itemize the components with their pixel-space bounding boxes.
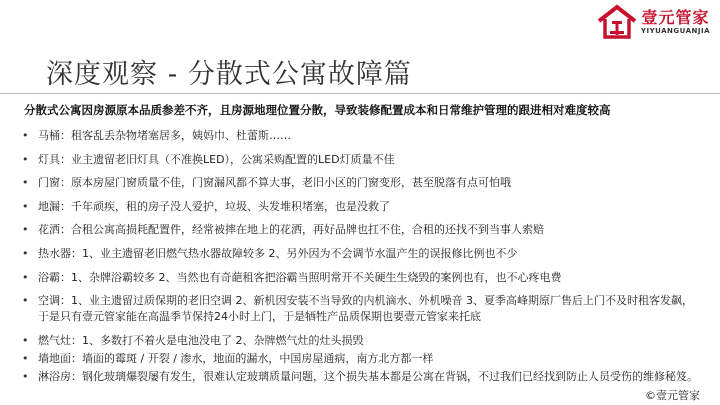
list-item-text-continued: 于是只有壹元管家能在高温季节保持24小时上门，于是牺牲产品质保期也要壹元管家来托底 (38, 310, 481, 324)
list-item-text: 浴霸：1、杂牌浴霸较多 2、当然也有奇葩租客把浴霸当照明常开不关硬生生烧毁的案例也有，也不心疼电费 (38, 270, 562, 284)
logo-text (641, 9, 710, 36)
list-item-text: 燃气灶：1、多数打不着火是电池没电了 2、杂牌燃气灶的灶头损毁 (38, 333, 364, 347)
intro-text: 分散式公寓因房源原本品质参差不齐，且房源地理位置分散，导致装修配置成本和日常维护管理的跟进相对难度较高 (24, 103, 611, 117)
list-item (22, 333, 712, 349)
list-item (22, 175, 712, 191)
logo (597, 4, 710, 40)
fault-list (22, 128, 712, 387)
page-title: 深度观察 - 分散式公寓故障篇 (46, 59, 412, 90)
list-item (22, 369, 712, 385)
house-logo-icon (597, 4, 637, 40)
list-item-text: 地漏：千年顽疾，租的房子没人爱护，垃圾、头发堆积堵塞，也是没救了 (38, 199, 390, 213)
list-item-text: 花洒：合租公寓高损耗配置件，经常被摔在地上的花洒，再好品牌也扛不住，合租的还找不到当事人索赔 (38, 223, 544, 237)
list-item-text: 灯具：业主遗留老旧灯具（不准换LED），公寓采购配置的LED灯质量不佳 (38, 152, 395, 166)
logo-subtitle: YIYUANGUANJIA (640, 26, 710, 35)
list-item-text: 热水器：1、业主遗留老旧燃气热水器故障较多 2、另外因为不会调节水温产生的误报修比例也不少 (38, 246, 518, 260)
copyright: ©壹元管家 (645, 389, 700, 402)
title-divider (0, 93, 720, 94)
list-item (22, 270, 712, 286)
list-item (22, 152, 712, 168)
list-item-text: 马桶：租客乱丢杂物堵塞居多，姨妈巾、杜蕾斯…… (38, 129, 291, 142)
logo-name: 壹元管家 (641, 7, 710, 27)
list-item (22, 128, 712, 144)
list-item (22, 199, 712, 215)
list-item (22, 293, 712, 325)
list-item (22, 351, 712, 367)
list-item (22, 246, 712, 262)
list-item (22, 222, 712, 238)
list-item-text: • 空调：1、业主遗留过质保期的老旧空调 2、新机因安装不当导致的内机滴水、外机噪音 3、夏季高峰期原厂售后上门不及时租客发飙， (38, 294, 693, 308)
list-item-text: 墙地面：墙面的霉斑 / 开裂 / 渗水，地面的漏水，中国房屋通病，南方北方都一样 (38, 351, 434, 365)
list-item-text: 淋浴房：钢化玻璃爆裂屡有发生，很难认定玻璃质量问题，这个损失基本都是公寓在背锅，不过我们已经找到防止人员受伤的维修秘笈。 (38, 369, 698, 383)
list-item-text: 门窗：原本房屋门窗质量不佳，门窗漏风都不算大事，老旧小区的门窗变形，甚至脱落有点可怕哦 (38, 176, 511, 190)
